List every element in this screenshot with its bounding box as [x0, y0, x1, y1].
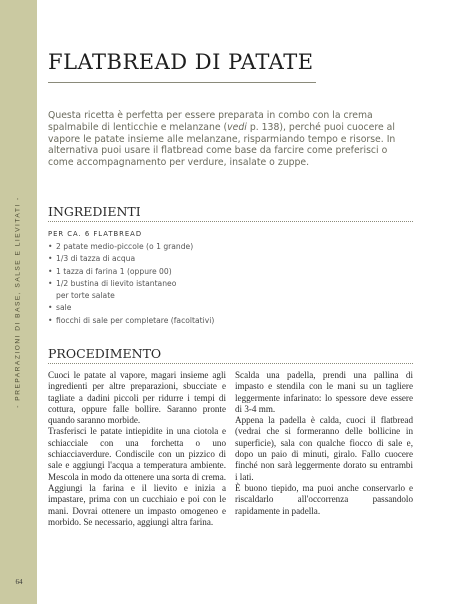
list-item [48, 315, 348, 327]
page-number: 64 [15, 578, 23, 586]
bullet-icon: • [48, 278, 53, 288]
list-item [48, 241, 348, 253]
procedure-divider [48, 363, 413, 364]
procedure-column-2 [235, 370, 413, 517]
bullet-icon: • [48, 266, 53, 276]
list-item [48, 302, 348, 314]
ingredients-divider [48, 221, 413, 222]
recipe-intro [48, 110, 413, 169]
recipe-title: FLATBREAD DI PATATE [48, 50, 314, 74]
ingredients-heading: INGREDIENTI [48, 204, 141, 219]
procedure-column-1 [48, 370, 226, 528]
list-item [48, 266, 348, 278]
procedure-paragraph: Cuoci le patate al vapore, magari insieme agli ingredienti per altre preparazioni, sbucciate e tagliate a dadini piccoli per ridurre i tempi di cottura, oppure falle bollire. Saranno pronte quando saranno morbide. [48, 370, 226, 426]
bullet-icon: • [48, 315, 53, 325]
list-item-continuation: per torte salate [56, 291, 115, 301]
sidebar-band [0, 0, 37, 604]
list-item [48, 253, 348, 265]
ingredient-text: 1 tazza di farina 1 (oppure 00) [56, 266, 172, 276]
procedure-paragraph: È buono tiepido, ma puoi anche conservarlo e riscaldarlo all'occorrenza passandolo rapidamente in padella. [235, 482, 413, 516]
procedure-paragraph: Trasferisci le patate intiepidite in una ciotola e schiacciale con una forchetta o uno schiacciaverdure. Condiscile con un pizzico di sale e aggiungi l'acqua a temperatura ambiente. Mescola in modo da ottenere una sorta di crema. Aggiungi la farina e il lievito e inizia a impastare, prima con un cucchiaio e poi con le mani. Dovrai ottenere un impasto omogeneo e morbido. Se necessario, aggiungi altra farina. [48, 426, 226, 527]
intro-text-start: Questa ricetta è perfetta per essere preparata in combo con la crema spalmabile di lenticchie e melanzane ( [48, 110, 373, 133]
ingredient-text: 1/3 di tazza di acqua [56, 254, 136, 264]
procedure-paragraph: Scalda una padella, prendi una pallina di impasto e stendila con le mani su un tagliere leggermente infarinato: lo spessore deve essere di 3-4 mm. [235, 370, 413, 414]
section-label: - PREPARAZIONI DI BASE, SALSE E LIEVITATI - [14, 196, 22, 408]
ingredient-text: sale [56, 303, 72, 313]
procedure-heading: PROCEDIMENTO [48, 346, 162, 361]
bullet-icon: • [48, 254, 53, 264]
intro-reference: vedi [227, 121, 247, 133]
intro-text-end: p. 138), perché puoi cuocere al vapore le patate insieme alle melanzane, risparmiando tempo e risorse. In alternativa puoi usare il flatbread come base da farcire come preferisci o come accompagnamento per verdure, insalate o zuppe. [48, 121, 396, 169]
ingredient-text: 2 patate medio-piccole (o 1 grande) [56, 242, 194, 251]
ingredient-text: fiocchi di sale per completare (facoltativi) [56, 315, 215, 325]
bullet-icon: • [48, 242, 53, 251]
title-divider [48, 82, 316, 83]
list-item [48, 278, 348, 290]
servings-label: PER CA. 6 FLATBREAD [48, 230, 143, 238]
procedure-paragraph: Appena la padella è calda, cuoci il flatbread (vedrai che si formeranno delle bollicine in superficie), sala con qualche fiocco di sale e, dopo un paio di minuti, giralo. Fallo cuocere finché non sarà leggermente dorato su entrambi i lati. [235, 415, 413, 482]
bullet-icon: • [48, 303, 53, 313]
ingredients-list [48, 241, 348, 327]
ingredient-text: 1/2 bustina di lievito istantaneo [56, 278, 177, 288]
